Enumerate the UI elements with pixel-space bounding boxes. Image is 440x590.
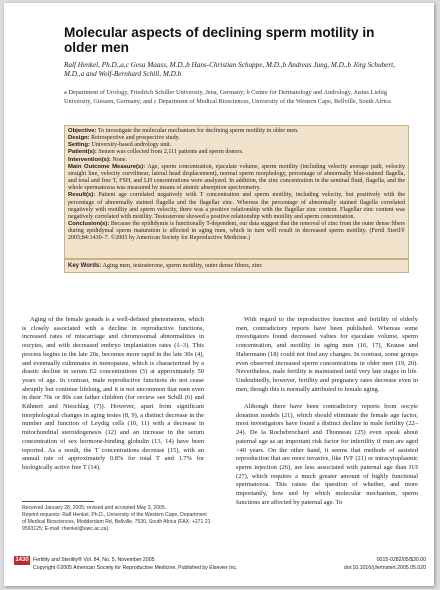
- abstract-text: Age, sperm concentration, ejaculate volume, sperm motility (including velocity average path, velocity straight line, velocity curvilinear, lateral head displacement), normal sperm morphology, percentage of abnormally blue-stained flagella, and total and free T, FSH, and LH concentrations were analyzed. In addition, the zinc concentration in the seminal fluid, flagella, and the whole spermatozoa was measured by means of atomic absorption spectrometry.: [68, 163, 405, 192]
- abstract-text: To investigate the molecular mechanism for declining sperm motility in older men.: [97, 128, 299, 134]
- abstract-label: Main Outcome Measure(s):: [68, 163, 146, 170]
- author-list: Ralf Henkel, Ph.D.,a,c Gesa Maass, M.D.,b Hans-Christian Schuppe, M.D.,b Andreas Jung, M.D.,b Jörg Schubert, M.D.,a and Wolf-Bernhard Schill, M.D.b: [64, 61, 395, 79]
- body-paragraph: Aging of the female gonads is a well-defined phenomenon, which is closely associated with a decline in reproductive functions, increased rates of miscarriage and chromosomal abnormalities in oocytes, and with decreased embryo implantation rates (1–3). This process begins in the late 20s, becomes more rapid in the late 30s (4), and eventually culminates in menopause, which is characterized by a drastic decline in serum E2 concentrations (5) at approximately 50 years of age. In contrast, male reproductive functions do not cease abruptly but continue lifelong, and it is not uncommon that men even in their 70s or 80s can father children (for review see Schill (6) and Kühnert and Nieschlag (7)). However, apart from significant morphological changes in aging testes (8, 9), a distinct decrease in the number and function of Leydig cells (10, 11) with a decrease in mitochondrial steroidogenesis (12) and an increase in the serum concentration of sex hormone-binding globulin (13, 14) have been reported. As a result, the T concentrations decrease (15), with an annual rate of approximately 0.8% for total T and 1.7% for biologically active free T (14).: [22, 316, 204, 471]
- abstract-text: Because the epididymis is functionally T-dependent, our data suggest that the removal of zinc from the outer dense fibers during epididymal sperm maturation is affected in aging men, which in turn will result in decreased sperm motility. (Fertil Steril® 2005;84:1430–7. ©2005 by American Society for Reproductive Medicine.): [68, 221, 405, 242]
- footnotes: [22, 505, 212, 533]
- doi-link[interactable]: doi:10.1016/j.fertnstert.2005.05.020: [344, 564, 426, 571]
- abstract-label: Conclusion(s):: [68, 221, 110, 228]
- body-column-left: [22, 316, 204, 481]
- abstract-text: Semen was collected from 2,111 patients and sperm donors.: [98, 149, 244, 156]
- abstract-item: [68, 221, 405, 242]
- abstract-item: [68, 157, 405, 164]
- footnote-divider: [22, 501, 94, 502]
- keywords-label: Key Words:: [68, 263, 102, 269]
- abstract-item: [68, 149, 405, 156]
- abstract-text: Retrospective and prospective study.: [91, 135, 180, 142]
- abstract-label: Setting:: [68, 142, 90, 149]
- issn: 0015-0282/05/$30.00: [376, 556, 426, 563]
- abstract-label: Result(s):: [68, 192, 96, 199]
- body-paragraph: With regard to the reproductive function and fertility of elderly men, contradictory reports have been published. Whereas some investigators found decreased values for ejaculate volume, sperm concentration, and motility in aging men (16, 17), Krause and Habermann (18) could not find any changes. In contrast, some groups even observed increased sperm concentrations in older men (19, 20). Nevertheless, male fertility is maintained until very late stages in life. Undoubtedly, however, fertility and pregnancy rates decrease even in men, though this is normally attributed to female aging.: [236, 316, 418, 393]
- abstract-item: [68, 192, 405, 221]
- journal-citation: Fertility and Sterility® Vol. 84, No. 5, November 2005: [33, 556, 155, 563]
- abstract-box: [64, 125, 409, 259]
- abstract-text: None.: [112, 156, 127, 163]
- keywords-text: Aging men, testosterone, sperm motility, outer dense fibers, zinc: [102, 262, 263, 269]
- copyright-line: Copyright ©2005 American Society for Reproductive Medicine, Published by Elsevier Inc.: [33, 564, 238, 571]
- body-paragraph: Although there have been contradictory reports from oocyte donation models (21), which should eliminate the female age factor, most investigators have found a distinct decline in male fertility (22–24). De la Rochebrochard and Thonneau (25) even speak about paternal age as an important risk factor for infertility if men are aged >40 years. On the other hand, it seems that methods of assisted reproduction that are more invasive, like IVF (21) or intracytoplasmic sperm injection (26), are less associated with paternal age than IUI (27), which requires a much greater amount of highly functional spermatozoa. This raises the question of whether, and more importantly, how and by which molecular mechanism, sperm functions are affected by paternal age. To: [236, 403, 418, 506]
- page-footer: [14, 556, 426, 578]
- keywords-box: [64, 259, 409, 273]
- abstract-item: [68, 135, 405, 142]
- abstract-label: Intervention(s):: [68, 156, 111, 163]
- received-note: Received January 28, 2005; revised and accepted May 3, 2005.: [22, 505, 167, 511]
- abstract-label: Objective:: [68, 128, 97, 134]
- reprint-note: Reprint requests: Ralf Henkel, Ph.D., University of the Western Cape, Department of Medical Biosciences, Modderdam Rd, Bellville, 7530, South Africa (FAX: +271 21 9593125; E-mail: rhenkel@uwc.ac.za).: [22, 511, 211, 532]
- abstract-text: University-based andrology unit.: [91, 142, 172, 149]
- affiliations: a Department of Urology, Friedrich Schiller University, Jena, Germany; b Centre for Dermatology and Andrology, Justus Liebig University, Giessen, Germany; and c Department of Medical Biosciences, University of the Western Cape, Bellville, South Africa: [64, 89, 391, 105]
- abstract-content: [68, 128, 405, 243]
- abstract-text: Patient age correlated negatively with T concentration and sperm motility, including velocity, but positively with the percentage of abnormally stained flagella and the flagellar zinc. Whereas the percentage of abnormally stained flagella correlated negatively with motility and sperm velocity, there was a positive relationship with the flagellar zinc content. Flagellar zinc content was negatively correlated with motility. Testosterone showed a positive relationship with motility and sperm concentration.: [68, 192, 405, 220]
- abstract-item: [68, 128, 405, 135]
- abstract-label: Design:: [68, 135, 90, 142]
- page-number: 1430: [15, 557, 29, 563]
- article-title: Molecular aspects of declining sperm motility in older men: [64, 25, 375, 55]
- abstract-item: [68, 164, 405, 193]
- body-column-right: [236, 316, 418, 516]
- abstract-label: Patient(s):: [68, 149, 97, 156]
- article-page: [4, 3, 434, 586]
